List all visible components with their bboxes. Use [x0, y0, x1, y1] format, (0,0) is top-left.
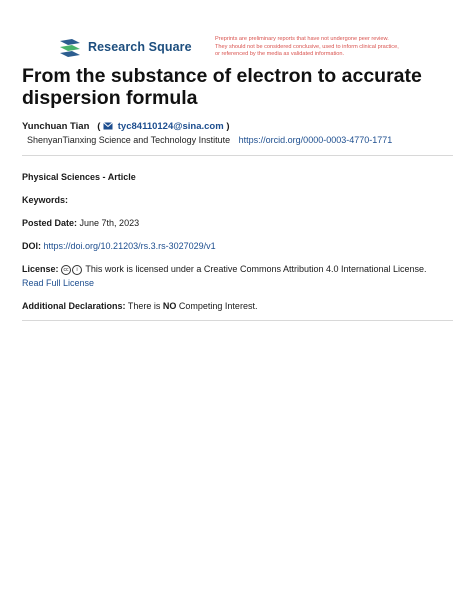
declarations-no: NO — [162, 301, 177, 311]
divider — [22, 155, 453, 156]
category-text: Physical Sciences - Article — [22, 172, 136, 182]
declarations — [22, 301, 257, 311]
preprint-disclaimer — [215, 36, 455, 59]
affiliation: ShenyanTianxing Science and Technology Institute — [27, 135, 231, 145]
disclaimer-line: Preprints are preliminary reports that have not undergone peer review. — [215, 36, 389, 42]
divider — [22, 320, 453, 321]
paper-title — [22, 65, 462, 109]
by-icon: i — [72, 265, 82, 275]
title-line-2: dispersion formula — [22, 87, 198, 109]
disclaimer-line: They should not be considered conclusive, used to inform clinical practice, — [215, 43, 399, 50]
license-label: License: — [22, 264, 59, 274]
read-full-license-link[interactable]: Read Full License — [22, 278, 95, 288]
posted-value: June 7th, 2023 — [79, 218, 140, 228]
posted-date — [22, 218, 139, 228]
doi-link[interactable]: https://doi.org/10.21203/rs.3.rs-3027029/v1 — [43, 241, 216, 251]
license-link-row — [22, 278, 94, 288]
header — [0, 0, 474, 62]
author-line: Yunchuan Tian ( tyc84110124@sina.com ) — [22, 121, 230, 132]
author-name: Yunchuan Tian — [22, 121, 90, 132]
doi — [22, 241, 216, 251]
declarations-post: Competing Interest. — [178, 301, 258, 311]
keywords — [22, 195, 68, 205]
affiliation-line — [27, 135, 392, 145]
brand-logo[interactable] — [58, 37, 192, 57]
author-email-link[interactable]: tyc84110124@sina.com — [117, 121, 224, 132]
title-line-1: From the substance of electron to accurate — [22, 65, 422, 87]
license — [22, 264, 427, 275]
cc-icon: cc — [61, 265, 71, 275]
posted-label: Posted Date: — [22, 218, 78, 228]
keywords-label: Keywords: — [22, 195, 69, 205]
brand-name: Research Square — [88, 40, 192, 54]
disclaimer-line: or referenced by the media as validated information. — [215, 51, 345, 58]
doi-label: DOI: — [22, 241, 41, 251]
research-square-logo-icon — [58, 37, 82, 57]
license-text: This work is licensed under a Creative Commons Attribution 4.0 International License. — [85, 264, 427, 274]
orcid-link[interactable]: https://orcid.org/0000-0003-4770-1771 — [238, 135, 393, 145]
declarations-label: Additional Declarations: — [22, 301, 126, 311]
category — [22, 172, 136, 182]
declarations-pre: There is — [127, 301, 161, 311]
envelope-icon — [103, 122, 113, 130]
